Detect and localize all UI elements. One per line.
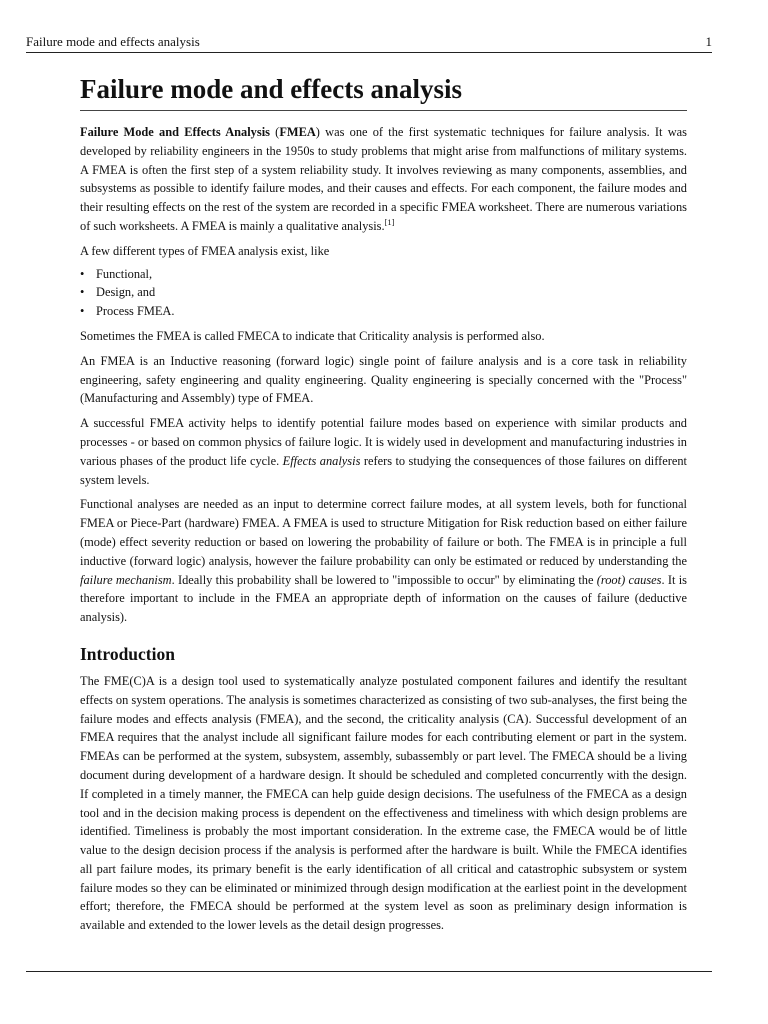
list-item: • Design, and xyxy=(80,283,687,302)
term-full: Failure Mode and Effects Analysis xyxy=(80,125,270,139)
intro-text: ) was one of the first systematic techniques for failure analysis. It was developed by reliability engineers in the 1950s to study problems that might arise from malfunctions of military systems. A FMEA is often the first step of a system reliability study. It involves reviewing as many components, assemblies, and subsystems as possible to identify failure modes, and their causes and effects. For each component, the failure modes and their resulting effects on the rest of the system are recorded in a specific FMEA worksheet. There are numerous variations of such worksheets. A FMEA is mainly a qualitative analysis. xyxy=(80,125,687,233)
types-list xyxy=(80,265,687,321)
introduction-paragraph: The FME(C)A is a design tool used to systematically analyze postulated component failures and identify the resultant effects on system operations. The analysis is sometimes characterized as consisting of two sub-analyses, the first being the failure modes and effects analysis (FMEA), and the second, the criticality analysis (CA). Successful development of an FMEA requires that the analyst include all significant failure modes for each contributing element or part in the system. FMEAs can be performed at the system, subsystem, assembly, subassembly or part level. The FMECA should be a living document during development of a hardware design. It should be scheduled and completed concurrently with the design. If completed in a timely manner, the FMECA can help guide design decisions. The usefulness of the FMECA as a design tool and in the decision making process is dependent on the effectiveness and timeliness with which design problems are identified. Timeliness is probably the most important consideration. In the extreme case, the FMECA would be of little value to the design decision process if the analysis is performed after the hardware is built. While the FMECA identifies all part failure modes, its primary benefit is the early identification of all critical and catastrophic subsystem or system failure modes so they can be eliminated or minimized through design modification at the earliest point in the development effort; therefore, the FMECA should be performed at the system level as soon as preliminary design information is available and extended to the lower levels as the detail design progresses. xyxy=(80,673,687,933)
article-body xyxy=(80,72,687,935)
section-heading-introduction: Introduction xyxy=(80,643,175,664)
bullet-icon: • xyxy=(80,266,85,281)
page-title: Failure mode and effects analysis xyxy=(80,72,687,111)
bullet-icon: • xyxy=(80,304,85,319)
term-open-paren: ( xyxy=(269,125,280,139)
inductive-paragraph: An FMEA is an Inductive reasoning (forward logic) single point of failure analysis and is a core task in reliability engineering, safety engineering and quality engineering. Quality engineering is specially concerned with the "Process" (Manufacturing and Assembly) type of FMEA. xyxy=(80,353,687,406)
footer-divider xyxy=(26,971,712,972)
successful-paragraph: A successful FMEA activity helps to identify potential failure modes based on experience with similar products and processes - or based on common physics of failure logic. It is widely used in development and manufacturing industries in various phases of the product life cycle. Effects analysis refers to studying the consequences of those failures on different system levels. xyxy=(80,416,688,487)
bullet-icon: • xyxy=(80,285,85,300)
types-intro: A few different types of FMEA analysis exist, like xyxy=(80,243,330,258)
term-abbr: FMEA xyxy=(279,125,316,139)
intro-paragraph xyxy=(80,123,687,236)
list-item: • Process FMEA. xyxy=(80,302,687,321)
reference-link[interactable]: [1] xyxy=(384,216,395,227)
page-number: 1 xyxy=(705,34,712,49)
page-header xyxy=(26,34,712,53)
failure-mechanism-link[interactable]: failure mechanism xyxy=(80,572,172,587)
effects-analysis-link[interactable]: Effects analysis xyxy=(282,453,361,468)
fmeca-paragraph: Sometimes the FMEA is called FMECA to indicate that Criticality analysis is performed also. xyxy=(80,328,545,343)
root-causes-link[interactable]: (root) causes xyxy=(596,572,662,587)
functional-paragraph: Functional analyses are needed as an input to determine correct failure modes, at all system levels, both for functional FMEA or Piece-Part (hardware) FMEA. A FMEA is used to structure Mitigation for Risk reduction based on either failure (mode) effect severity reduction or based on lowering the probability of failure or both. The FMEA is in principle a full inductive (forward logic) analysis, however the failure probability can only be estimated or reduced by understanding the failure mechanism. Ideally this probability shall be lowered to "impossible to occur" by eliminating the (root) causes. It is therefore important to include in the FMEA an appropriate depth of information on the causes of failure (deductive analysis). xyxy=(80,497,687,625)
list-item: • Functional, xyxy=(80,265,687,284)
running-title: Failure mode and effects analysis xyxy=(26,34,200,49)
